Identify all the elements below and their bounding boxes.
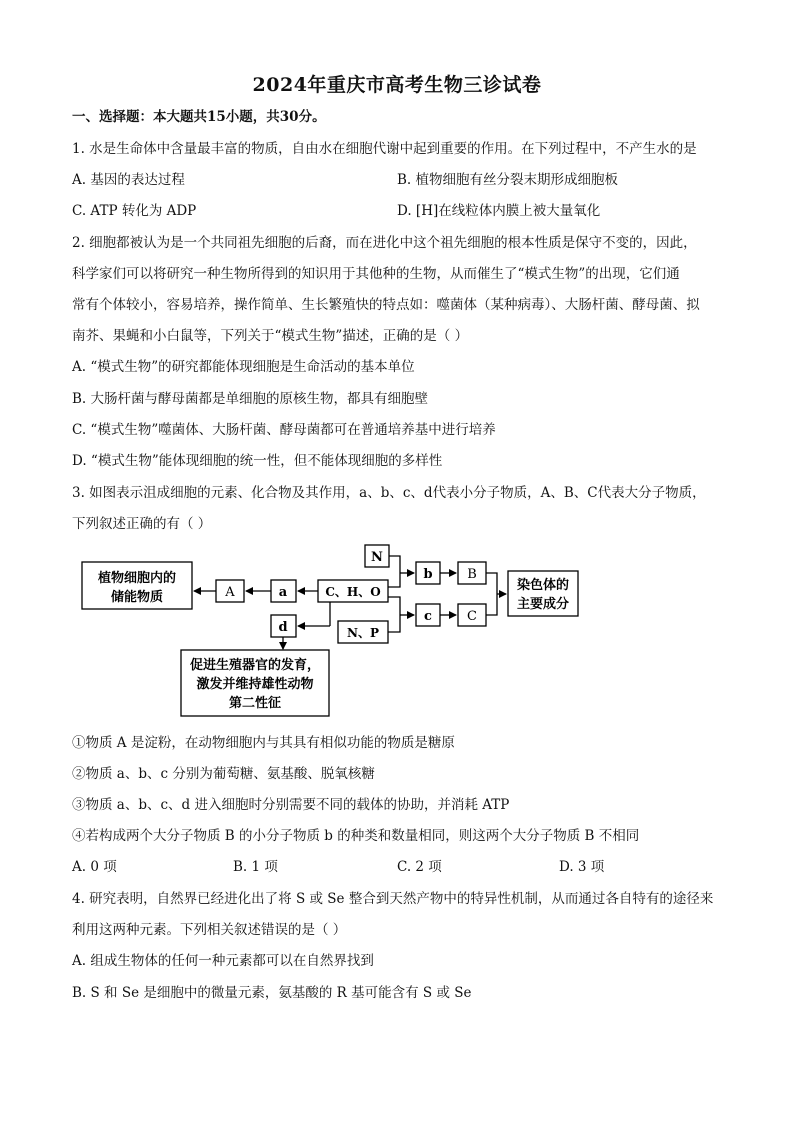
- question-1-option-c: C. ATP 转化为 ADP: [72, 203, 197, 219]
- label-CHO: C、H、O: [325, 585, 381, 599]
- question-1-option-a: A. 基因的表达过程: [72, 172, 185, 188]
- question-3-option-b: B. 1 项: [233, 859, 278, 875]
- plant-storage-label-2: 储能物质: [110, 590, 164, 605]
- question-4-stem-line1: 4. 研究表明，自然界已经进化出了将 S 或 Se 整合到天然产物中的特异性机制，从而通过各自特有的途径来: [72, 891, 714, 907]
- question-4-stem-line2: 利用这两种元素。下列相关叙述错误的是（ ）: [72, 922, 347, 938]
- question-2-option-c: C. “模式生物”噬菌体、大肠杆菌、酵母菌都可在普通培养基中进行培养: [72, 422, 496, 438]
- question-2-stem-line2: 科学家们可以将研究一种生物所得到的知识用于其他种的生物，从而催生了“模式生物”的出现，它们通: [72, 266, 680, 282]
- label-A: A: [225, 585, 235, 600]
- chromosome-label-2: 主要成分: [516, 597, 570, 612]
- section-heading: 一、选择题：本大题共15小题，共30分。: [72, 109, 326, 125]
- question-3-statement-2: ②物质 a、b、c 分别为葡萄糖、氨基酸、脱氧核糖: [72, 766, 375, 782]
- label-a: a: [278, 585, 288, 600]
- question-2-option-a: A. “模式生物”的研究都能体现细胞是生命活动的基本单位: [72, 359, 415, 375]
- question-2-stem-line1: 2. 细胞都被认为是一个共同祖先细胞的后裔，而在进化中这个祖先细胞的根本性质是保守不变的，因此，: [72, 235, 697, 251]
- label-C: C: [467, 609, 477, 624]
- question-3-stem-line1: 3. 如图表示沮成细胞的元素、化合物及其作用，a、b、c、d代表小分子物质，A、B、C代表大分子物质，: [72, 485, 706, 501]
- question-3-statement-4: ④若构成两个大分子物质 B 的小分子物质 b 的种类和数量相同，则这两个大分子物质 B 不相同: [72, 828, 640, 844]
- plant-storage-label-1: 植物细胞内的: [97, 571, 177, 586]
- question-2-stem-line3: 常有个体较小，容易培养，操作简单、生长繁殖快的特点如：噬菌体（某种病毒）、大肠杆菌、酵母菌、拟: [72, 297, 700, 313]
- question-3-option-c: C. 2 项: [397, 859, 442, 875]
- hormone-label-3: 第二性征: [228, 696, 282, 711]
- question-3-option-d: D. 3 项: [559, 859, 605, 875]
- label-c: c: [424, 609, 432, 624]
- question-3-statement-3: ③物质 a、b、c、d 进入细胞时分别需要不同的载体的协助，并消耗 ATP: [72, 797, 510, 813]
- question-1-option-d: D. [H]在线粒体内膜上被大量氧化: [397, 203, 601, 219]
- chromosome-label-1: 染色体的: [516, 578, 570, 593]
- question-1-option-b: B. 植物细胞有丝分裂末期形成细胞板: [397, 172, 619, 188]
- question-4-option-b: B. S 和 Se 是细胞中的微量元素，氨基酸的 R 基可能含有 S 或 Se: [72, 985, 472, 1001]
- label-d: d: [278, 620, 288, 635]
- question-3-diagram: [0, 537, 794, 727]
- question-2-option-b: B. 大肠杆菌与酵母菌都是单细胞的原核生物，都具有细胞壁: [72, 391, 429, 407]
- label-N: N: [371, 550, 383, 565]
- question-3-statement-1: ①物质 A 是淀粉，在动物细胞内与其具有相似功能的物质是糖原: [72, 735, 455, 751]
- question-2-stem-line4: 南芥、果蝇和小白鼠等，下列关于“模式生物”描述，正确的是（ ）: [72, 328, 469, 344]
- page-title: 2024年重庆市高考生物三诊试卷: [252, 74, 542, 96]
- question-1-stem: 1. 水是生命体中含量最丰富的物质，自由水在细胞代谢中起到重要的作用。在下列过程中，不产生水的是: [72, 141, 697, 157]
- label-b: b: [423, 567, 433, 582]
- hormone-label-1: 促进生殖器官的发育，: [189, 658, 321, 673]
- question-4-option-a: A. 组成生物体的任何一种元素都可以在自然界找到: [72, 953, 374, 969]
- label-NP: N、P: [347, 626, 379, 640]
- question-2-option-d: D. “模式生物”能体现细胞的统一性，但不能体现细胞的多样性: [72, 453, 443, 469]
- question-3-option-a: A. 0 项: [72, 859, 117, 875]
- label-B: B: [467, 567, 477, 582]
- question-3-stem-line2: 下列叙述正确的有（ ）: [72, 516, 212, 532]
- hormone-label-2: 激发并维持雄性动物: [196, 677, 314, 692]
